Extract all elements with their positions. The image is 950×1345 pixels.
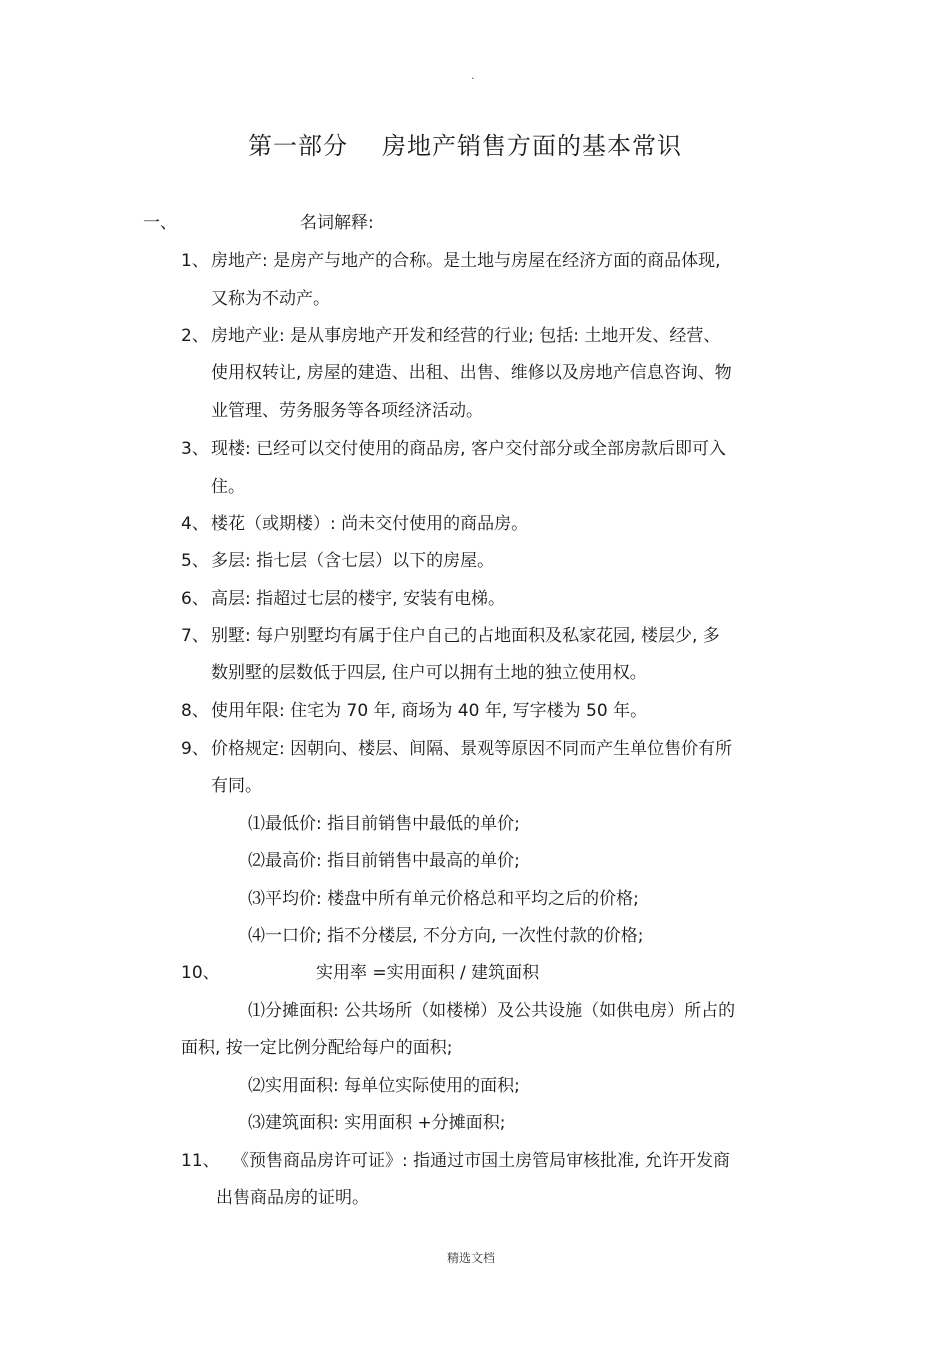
item-number: 4、 [181,514,209,534]
building-area-line: ⑶建筑面积: 实用面积 +分摊面积; [248,1113,506,1133]
item-line: 房地产业: 是从事房地产开发和经营的行业; 包括: 土地开发、经营、 [211,326,721,346]
item-line: 别墅: 每户别墅均有属于住户自己的占地面积及私家花园, 楼层少, 多 [211,626,720,646]
item-number: 8、 [181,701,209,721]
item-number: 9、 [181,739,209,759]
usable-area-line: ⑵实用面积: 每单位实际使用的面积; [248,1076,520,1096]
item-line: 多层: 指七层（含七层）以下的房屋。 [211,551,495,571]
item-number: 6、 [181,589,209,609]
price-item-lowest: ⑴最低价: 指目前销售中最低的单价; [248,814,520,834]
item-number: 10、 [181,963,220,983]
header-mark: · [471,72,475,85]
price-item-highest: ⑵最高价: 指目前销售中最高的单价; [248,851,520,871]
item-number: 2、 [181,326,209,346]
item-line: 现楼: 已经可以交付使用的商品房, 客户交付部分或全部房款后即可入 [211,439,726,459]
item-line: 价格规定: 因朝向、楼层、间隔、景观等原因不同而产生单位售价有所 [211,739,733,759]
section-number: 一、 [143,213,177,233]
item-line: 数别墅的层数低于四层, 住户可以拥有土地的独立使用权。 [211,663,647,683]
item-number: 1、 [181,251,209,271]
item-number: 3、 [181,439,209,459]
page-footer: 精选文档 [447,1251,496,1265]
item-line: 又称为不动产。 [211,289,330,309]
shared-area-line: 面积, 按一定比例分配给每户的面积; [181,1038,453,1058]
page-title [248,126,682,161]
title-part: 第一部分 [248,132,348,160]
title-text: 房地产销售方面的基本常识 [382,132,682,160]
item-line: 使用权转让, 房屋的建造、出租、出售、维修以及房地产信息咨询、物 [211,363,732,383]
price-item-fixed: ⑷一口价; 指不分楼层, 不分方向, 一次性付款的价格; [248,926,644,946]
item-line: 使用年限: 住宅为 70 年, 商场为 40 年, 写字楼为 50 年。 [211,701,648,721]
item-line: 《预售商品房许可证》: 指通过市国土房管局审核批准, 允许开发商 [232,1151,730,1171]
shared-area-line: ⑴分摊面积: 公共场所（如楼梯）及公共设施（如供电房）所占的 [248,1001,736,1021]
section-title: 名词解释: [300,213,374,233]
item-line: 楼花（或期楼）: 尚未交付使用的商品房。 [211,514,529,534]
item-number: 5、 [181,551,209,571]
item-line: 住。 [211,477,245,497]
price-item-average: ⑶平均价: 楼盘中所有单元价格总和平均之后的价格; [248,889,639,909]
formula: 实用率 =实用面积 / 建筑面积 [316,963,540,983]
item-number: 11、 [181,1151,220,1171]
item-line: 高层: 指超过七层的楼宇, 安装有电梯。 [211,589,505,609]
item-line: 业管理、劳务服务等各项经济活动。 [211,401,483,421]
item-line: 房地产: 是房产与地产的合称。是土地与房屋在经济方面的商品体现, [211,251,721,271]
item-number: 7、 [181,626,209,646]
item-line: 有同。 [211,776,262,796]
item-line: 出售商品房的证明。 [216,1188,369,1208]
